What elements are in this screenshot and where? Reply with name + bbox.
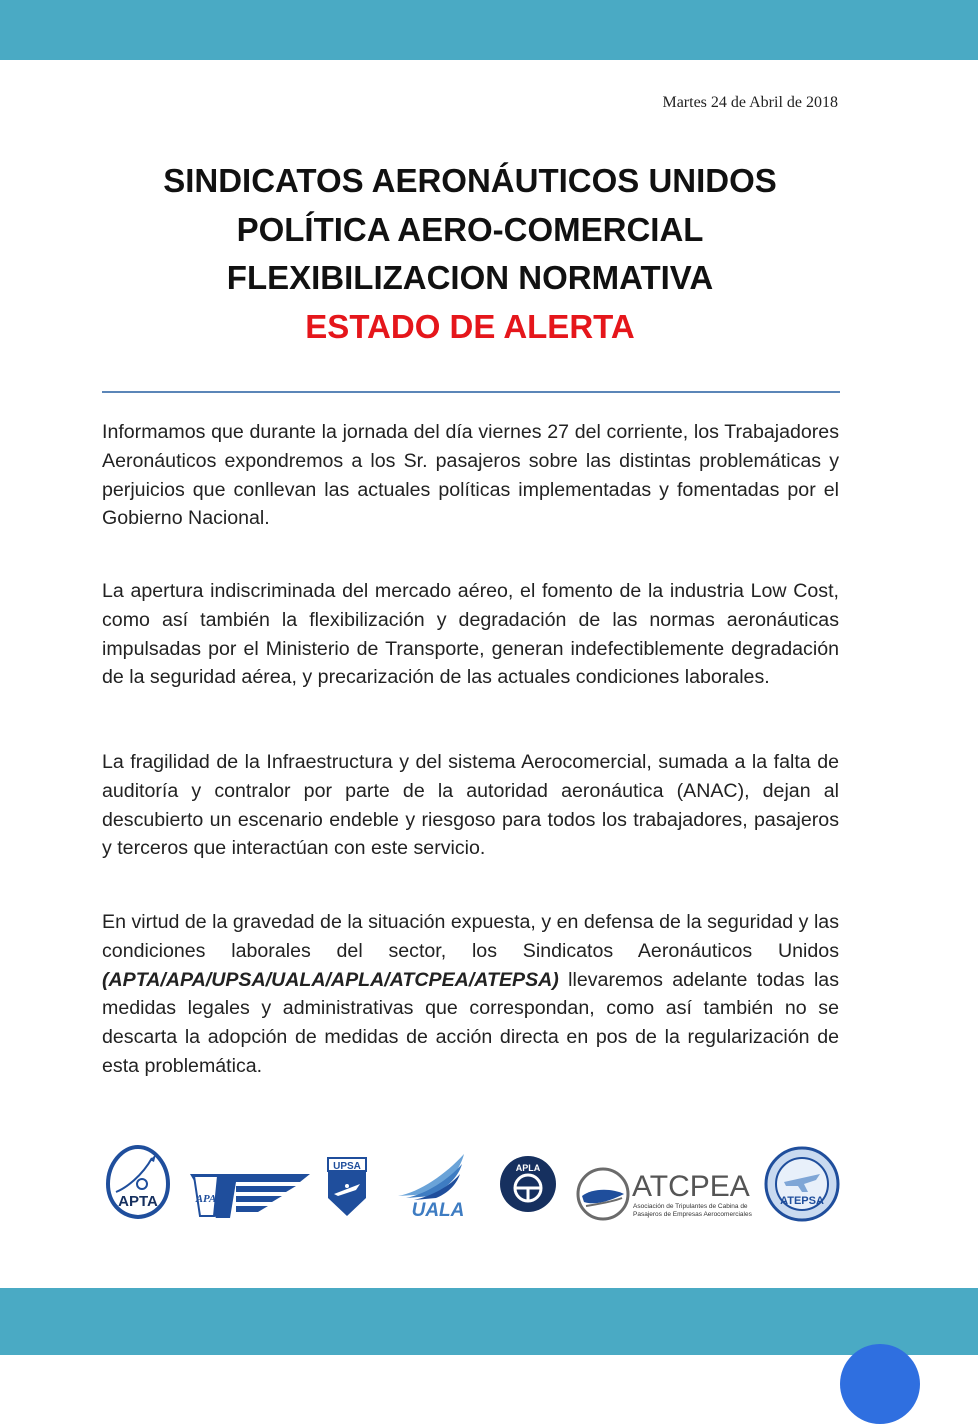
atepsa-logo-text: ATEPSA bbox=[780, 1195, 824, 1207]
atcpea-subtitle-1: Asociación de Tripulantes de Cabina de bbox=[633, 1203, 748, 1210]
paragraph-2: La apertura indiscriminada del mercado aéreo, el fomento de la industria Low Cost, como así también la flexibilización y degradación de las normas aeronáuticas impulsadas por el Ministerio de Transporte, generan indefectiblemente degradación de la seguridad aérea, y precarización de las actuales condiciones laborales. bbox=[102, 580, 839, 689]
uala-logo-text: UALA bbox=[411, 1200, 465, 1218]
corner-circle-decoration bbox=[840, 1344, 920, 1424]
atcpea-subtitle-2: Pasajeros de Empresas Aerocomerciales bbox=[633, 1211, 752, 1218]
apa-logo bbox=[186, 1170, 312, 1222]
unions-list: (APTA/APA/UPSA/UALA/APLA/ATCPEA/ATEPSA) bbox=[102, 968, 559, 991]
top-color-band bbox=[0, 0, 978, 60]
atcpea-logo-text: ATCPEA bbox=[632, 1170, 750, 1203]
paragraph-4 bbox=[102, 908, 839, 1081]
bottom-color-band bbox=[0, 1288, 978, 1355]
headline-alert: ESTADO DE ALERTA bbox=[305, 307, 635, 345]
headline-line-2: POLÍTICA AERO-COMERCIAL bbox=[236, 210, 704, 248]
paragraph-3: La fragilidad de la Infraestructura y del sistema Aerocomercial, sumada a la falta de auditoría y contralor por parte de la autoridad aeronáutica (ANAC), dejan al descubierto un escenario endeble y riesgoso para todos los trabajadores, pasajeros y terceros que interactúan con este servicio. bbox=[102, 751, 839, 860]
headline-line-1: SINDICATOS AERONÁUTICOS UNIDOS bbox=[163, 162, 777, 199]
apla-logo bbox=[498, 1154, 558, 1214]
apa-logo-text: APA bbox=[195, 1193, 217, 1205]
apla-logo-text: APLA bbox=[515, 1163, 541, 1173]
document-date: Martes 24 de Abril de 2018 bbox=[662, 94, 838, 111]
apta-logo-text: APTA bbox=[118, 1193, 158, 1210]
atepsa-logo bbox=[764, 1146, 840, 1222]
paragraph-4-start: En virtud de la gravedad de la situación expuesta, y en defensa de la seguridad y las condiciones laborales del sector, los Sindicatos Aeronáuticos Unidos bbox=[102, 911, 839, 962]
paragraph-1: Informamos que durante la jornada del día viernes 27 del corriente, los Trabajadores Aeronáuticos expondremos a los Sr. pasajeros sobre las distintas problemáticas y perjuicios que conllevan las actuales políticas implementadas y fomentadas por el Gobierno Nacional. bbox=[102, 421, 839, 530]
apta-logo bbox=[104, 1144, 172, 1220]
paragraph-4-end: llevaremos adelante todas las medidas legales y administrativas que correspondan, como así también no se descarta la adopción de medidas de acción directa en pos de la regularización de esta problemática. bbox=[102, 968, 839, 1077]
headline-line-3: FLEXIBILIZACION NORMATIVA bbox=[226, 259, 714, 296]
union-logos bbox=[100, 1140, 845, 1230]
divider-rule bbox=[102, 391, 840, 393]
upsa-logo-text: UPSA bbox=[333, 1161, 361, 1172]
upsa-logo bbox=[326, 1156, 368, 1218]
atcpea-logo bbox=[576, 1166, 756, 1222]
headline bbox=[100, 157, 840, 351]
uala-logo bbox=[390, 1152, 472, 1218]
